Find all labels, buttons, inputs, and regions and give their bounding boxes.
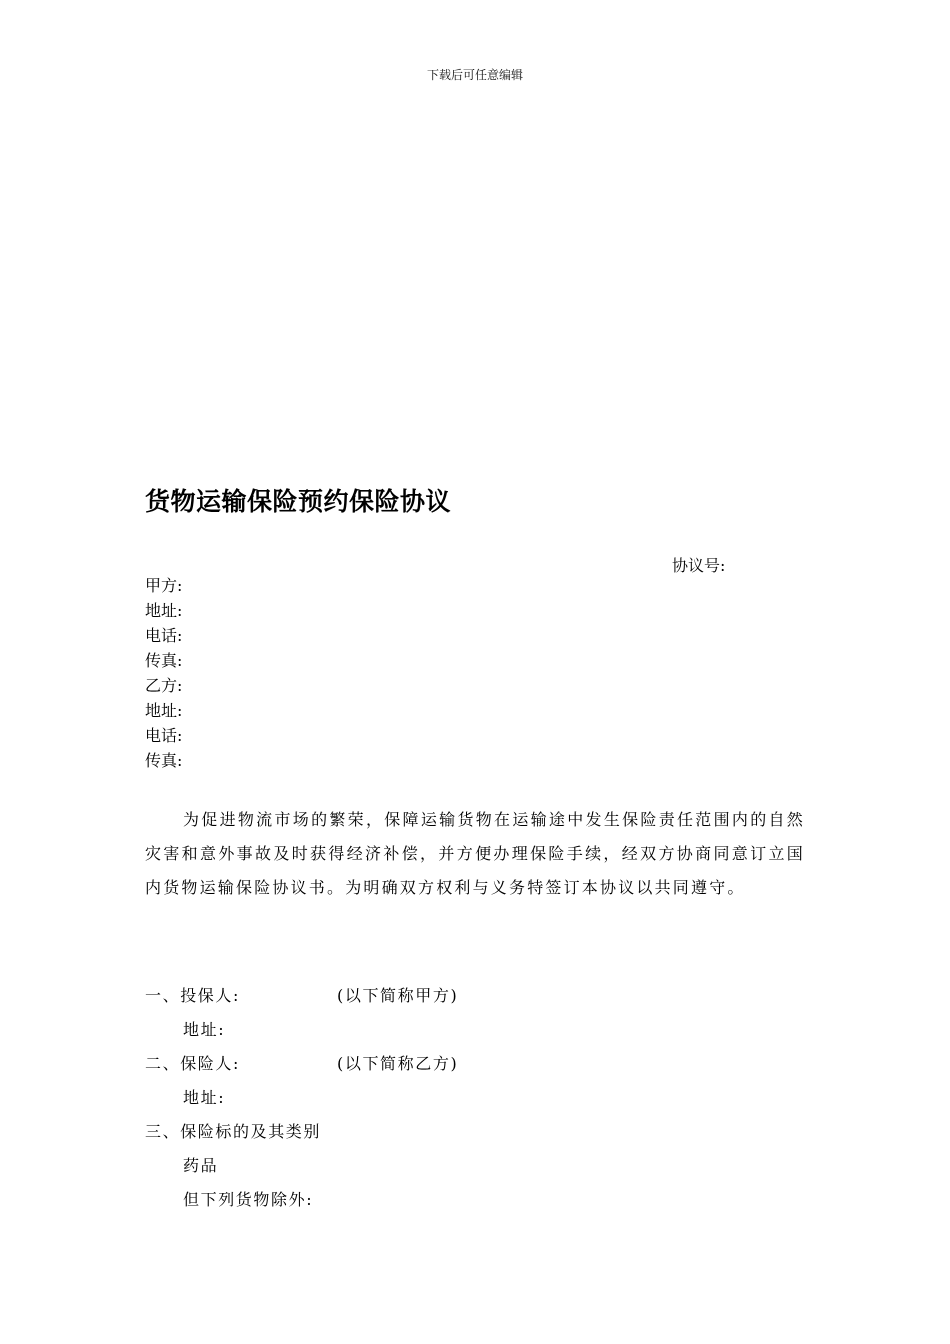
clause-2-label: 二、保险人: xyxy=(145,1054,240,1073)
document-title: 货物运输保险预约保险协议 xyxy=(145,487,452,516)
party-a-label: 甲方: xyxy=(145,576,183,595)
parties-block xyxy=(145,573,182,773)
intro-paragraph: 为促进物流市场的繁荣，保障运输货物在运输途中发生保险责任范围内的自然灾害和意外事故及时获得经济补偿，并方便办理保险手续，经双方协商同意订立国内货物运输保险协议书。为明确双方权利与义务特签订本协议以共同遵守。 xyxy=(145,810,805,897)
party-a-address-label: 地址: xyxy=(145,601,183,620)
clause-1-note: (以下简称甲方) xyxy=(337,986,459,1005)
party-b-phone-label: 电话: xyxy=(145,726,183,745)
clause-3-label: 三、保险标的及其类别 xyxy=(145,1122,322,1141)
clause-3-exclusion: 但下列货物除外: xyxy=(183,1190,314,1209)
clause-2-row xyxy=(145,1047,459,1081)
party-b-label: 乙方: xyxy=(145,676,183,695)
clause-2-note: (以下简称乙方) xyxy=(337,1054,459,1073)
party-a-phone-label: 电话: xyxy=(145,626,183,645)
party-b-fax-label: 传真: xyxy=(145,751,183,770)
clauses-block xyxy=(145,979,459,1217)
agreement-number-label: 协议号: xyxy=(672,556,726,575)
clause-1-label: 一、投保人: xyxy=(145,986,240,1005)
party-b-address-label: 地址: xyxy=(145,701,183,720)
clause-1-row xyxy=(145,979,459,1013)
clause-3-item: 药品 xyxy=(183,1156,219,1175)
clause-2-address: 地址: xyxy=(183,1088,226,1107)
clause-1-address: 地址: xyxy=(183,1020,226,1039)
header-note: 下载后可任意编辑 xyxy=(426,68,523,82)
party-a-fax-label: 传真: xyxy=(145,651,183,670)
